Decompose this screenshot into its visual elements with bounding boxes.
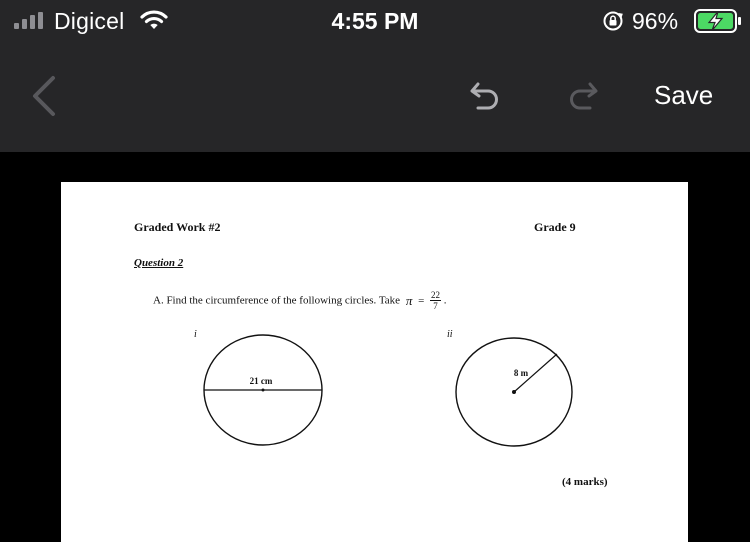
- rotation-lock-icon: [602, 10, 624, 32]
- figure-label-i: i: [194, 329, 197, 340]
- battery-charging-icon: [694, 9, 742, 33]
- circle-figure-i: [204, 335, 322, 445]
- editor-toolbar: [0, 42, 750, 152]
- radius-label: 8 m: [513, 368, 529, 378]
- worksheet-title: Graded Work #2: [134, 220, 221, 234]
- carrier-name: Digicel: [54, 8, 125, 34]
- circle-figure-ii: [456, 338, 572, 446]
- clock: 4:55 PM: [331, 8, 419, 34]
- diameter-label: 21 cm: [249, 376, 273, 386]
- fraction-denominator: 7: [433, 301, 438, 311]
- worksheet-page: [61, 182, 688, 542]
- status-bar: [0, 0, 750, 42]
- instruction-text: A. Find the circumference of the following circles. Take: [153, 294, 401, 307]
- grade-label: Grade 9: [534, 220, 576, 234]
- back-chevron-icon[interactable]: [28, 74, 58, 118]
- document-viewer: [0, 152, 750, 536]
- redo-icon[interactable]: [562, 78, 602, 118]
- battery-percent: 96%: [632, 8, 679, 34]
- undo-icon[interactable]: [466, 78, 506, 118]
- pi-symbol: π: [405, 292, 413, 308]
- save-button[interactable]: Save: [654, 80, 714, 110]
- marks-label: (4 marks): [562, 476, 608, 488]
- equals-sign: =: [418, 294, 425, 307]
- figure-label-ii: ii: [447, 329, 453, 340]
- instruction-period: .: [443, 294, 447, 307]
- fraction-numerator: 22: [431, 290, 441, 300]
- circle-figures: [61, 182, 688, 542]
- question-heading: Question 2: [134, 257, 184, 269]
